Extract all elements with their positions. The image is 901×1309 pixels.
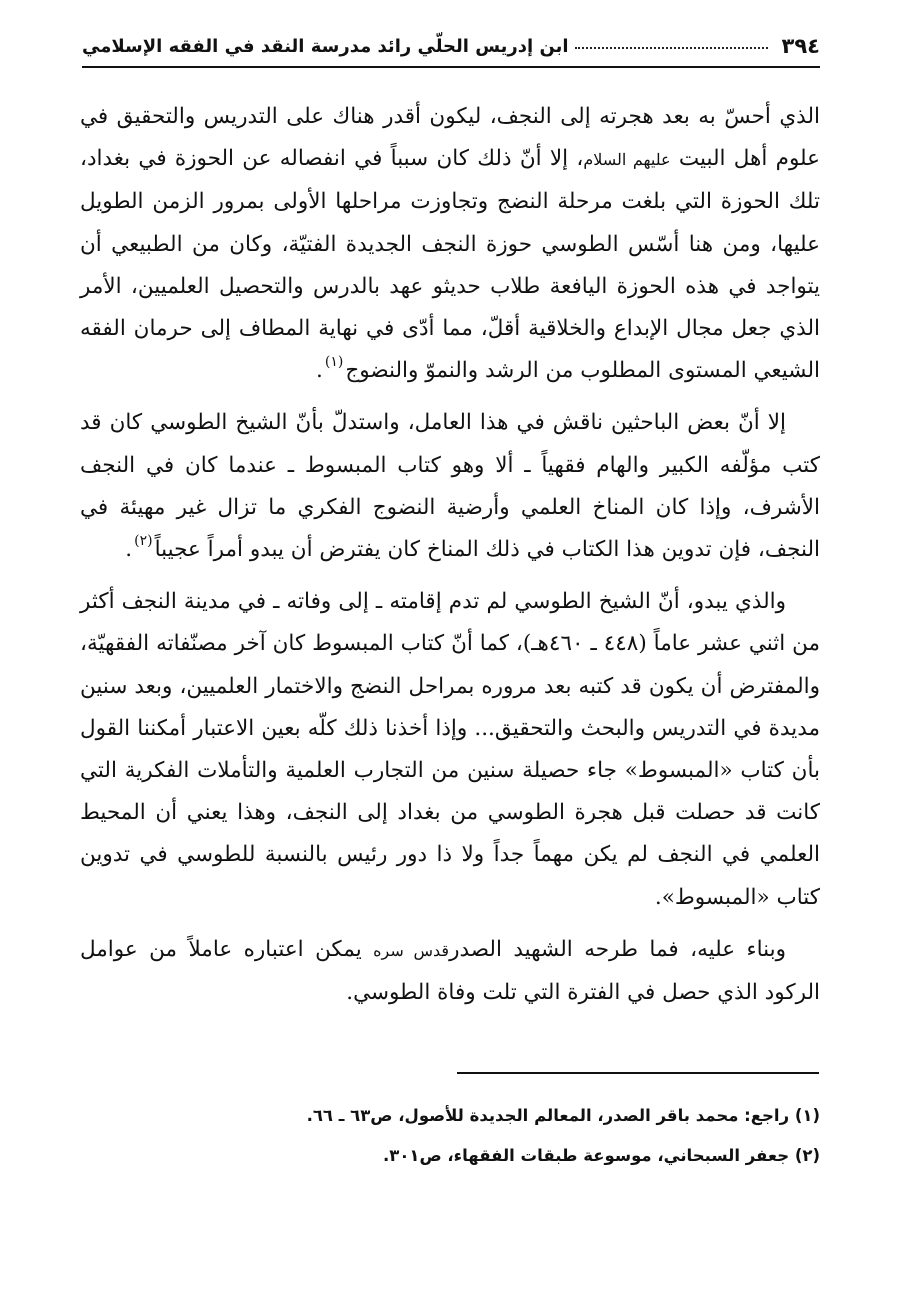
main-text [80, 96, 820, 1024]
paragraph-1-part-2: ، إلا أنّ ذلك كان سبباً في انفصاله عن الحوزة في بغداد، تلك الحوزة التي بلغت مرحلة النضج وتجاوزت مراحلها الأولى بمرور الزمن الطويل عليها، ومن هنا أسّس الطوسي حوزة النجف الجديدة الفتيّة، وكان من الطبيعي أن يتواجد في هذه الحوزة اليافعة طلاب حديثو عهد بالدرس والتحصيل العلميين، الأمر الذي جعل مجال الإبداع والخلاقية أقلّ، مما أدّى في نهاية المطاف إلى حرمان الفقه الشيعي المستوى المطلوب من الرشد والنموّ والنضوج [80, 146, 820, 384]
header-rule [82, 66, 820, 68]
paragraph-3 [80, 581, 820, 919]
footnote-2: (٢) جعفر السبحاني، موسوعة طبقات الفقهاء، ص٣٠١. [382, 1146, 820, 1165]
paragraph-1-part-1: الذي أحسّ به بعد هجرته إلى النجف، ليكون أقدر هناك على التدريس والتحقيق في علوم أهل البيت [80, 104, 821, 172]
page-number: ٣٩٤ [781, 34, 820, 58]
running-header [82, 30, 820, 62]
honorific-symbol: قدس سره [373, 940, 450, 960]
paragraph-1 [80, 96, 820, 392]
honorific-symbol: عليهم السلام [583, 150, 671, 170]
paragraph-3-text: والذي يبدو، أنّ الشيخ الطوسي لم تدم إقامته ـ إلى وفاته ـ في مدينة النجف أكثر من اثني عشر عاماً (٤٤٨ ـ ٤٦٠هـ)، كما أنّ كتاب المبسوط كان آخر مصنّفاته الفقهيّة، والمفترض أن يكون قد كتبه بعد مروره بمراحل النضج والاختمار العلميين، وبعد سنين مديدة في التدريس والبحث والتحقيق... وإذا أخذنا ذلك كلّه بعين الاعتبار أمكننا القول بأن كتاب «المبسوط» جاء حصيلة سنين من التجارب العلمية والتأملات الفكرية التي كانت قد حصلت قبل هجرة الطوسي من بغداد إلى النجف، وهذا يعني أن المحيط العلمي في النجف لم يكن مهماً جداً ولا ذا دور رئيس بالنسبة للطوسي في تدوين كتاب «المبسوط». [80, 589, 821, 910]
footnotes [80, 1096, 820, 1176]
paragraph-2 [80, 402, 820, 571]
paragraph-1-end: . [316, 358, 323, 384]
paragraph-4-part-2: يمكن اعتباره عاملاً من عوامل الركود الذي حصل في الفترة التي تلت وفاة الطوسي. [80, 936, 820, 1006]
header-leader-dots [575, 47, 768, 49]
footnote-ref-1: (١) [324, 354, 344, 371]
paragraph-2-text: إلا أنّ بعض الباحثين ناقش في هذا العامل، واستدلّ بأنّ الشيخ الطوسي كان قد كتب مؤلّفه الكبير والهام فقهياً ـ ألا وهو كتاب المبسوط ـ عندما كان في النجف الأشرف، وإذا كان المناخ العلمي وأرضية النضوج الفكري ما تزال غير مهيئة في النجف، فإن تدوين هذا الكتاب في ذلك المناخ كان يفترض أن يبدو أمراً عجيباً [80, 410, 820, 563]
footnote-ref-2: (٢) [134, 532, 153, 549]
running-title: ابن إدريس الحلّي رائد مدرسة النقد في الفقه الإسلامي [82, 35, 569, 57]
paragraph-4 [80, 929, 820, 1014]
footnote-separator [457, 1072, 819, 1074]
footnote-1: (١) راجع: محمد باقر الصدر، المعالم الجديدة للأصول، ص٦٣ ـ ٦٦. [306, 1106, 820, 1125]
paragraph-2-end: . [125, 537, 133, 563]
paragraph-4-part-1: وبناء عليه، فما طرحه الشهيد الصدر [449, 936, 786, 962]
